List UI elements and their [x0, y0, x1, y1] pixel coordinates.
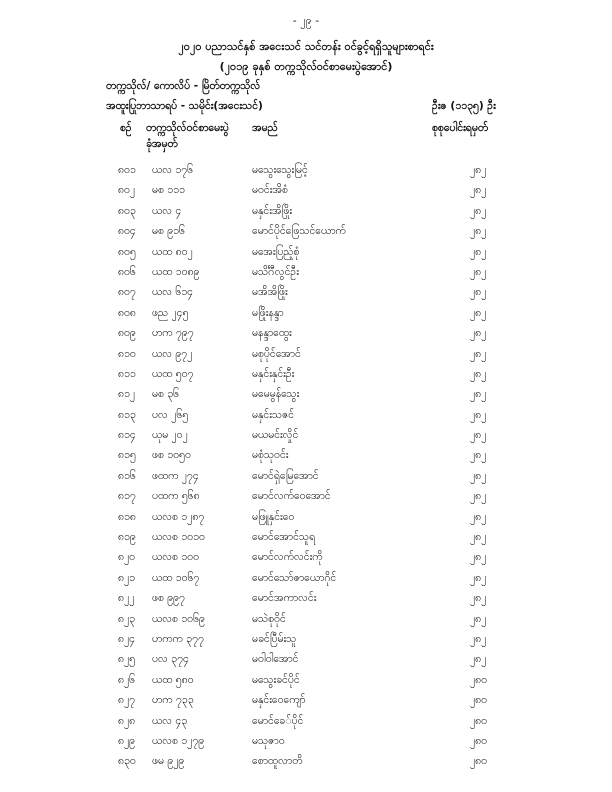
row-number: ၈၂၄ [118, 632, 136, 645]
row-number: ၈၂၀ [118, 551, 136, 564]
table-row [0, 633, 612, 653]
student-name: မခင်ပြီမ်းသူ [252, 632, 297, 645]
roll-number: မစ ၉၁၆ [152, 225, 185, 238]
table-row [0, 735, 612, 755]
student-name: မမေမွန်သွေး [252, 388, 300, 401]
table-row [0, 755, 612, 775]
total-marks: ၂၈၂ [470, 225, 487, 238]
table-row [0, 205, 612, 225]
row-number: ၈၀၉ [118, 327, 136, 340]
roll-number: ဖထက ၂၇၄ [152, 469, 199, 482]
table-row [0, 490, 612, 510]
total-marks: ၂၈၂ [470, 286, 487, 299]
student-name: မနှင်းသဇင် [252, 408, 295, 421]
roll-number: ဖစ ၁၀၅၀ [152, 449, 191, 462]
table-row [0, 572, 612, 592]
roll-number: ဟက ၇၃၃ [152, 694, 194, 707]
row-number: ၈၁၇ [118, 490, 136, 503]
roll-number: ယလ ၆၁၄ [152, 286, 194, 299]
student-name: မဖြူနှင်းဝေ [252, 510, 295, 523]
table-row [0, 449, 612, 469]
table-row [0, 511, 612, 531]
roll-number: ယလစ ၁၀၆၉ [152, 612, 205, 625]
student-name: မောင်ရှဲမြေအောင် [252, 469, 319, 482]
table-row [0, 409, 612, 429]
total-marks: ၂၈၂ [470, 367, 487, 380]
total-marks: ၂၈၂ [470, 653, 487, 666]
roll-number: မစ ၃၆ [152, 388, 180, 401]
student-name: မစုံသုဝင်း [252, 449, 289, 462]
roll-number: ယလစ ၁၀၀ [152, 551, 199, 564]
total-marks: ၂၈၂ [470, 245, 487, 258]
roll-number: ပထက ၅၆၈ [152, 490, 200, 503]
roll-number: ဟက ၇၉၇ [152, 327, 194, 340]
total-marks: ၂၈၂ [470, 592, 487, 605]
row-number: ၈၂၆ [118, 673, 136, 686]
quota-label: ဦးဇ (၁၁၃၅) ဦး [432, 100, 496, 112]
row-number: ၈၁၀ [118, 347, 136, 360]
total-marks: ၂၈၂ [470, 327, 487, 340]
student-name: မဝင်းအိစံ [252, 184, 288, 197]
roll-number: ပလ ၂၆၅ [152, 408, 189, 421]
total-marks: ၂၈၂ [470, 408, 487, 421]
total-marks: ၂၈၂ [470, 551, 487, 564]
column-header-name: အမည် [252, 122, 278, 134]
student-name: မောင်လက်ဝေအောင် [252, 490, 331, 503]
roll-number: ယထ ၈၀၂ [152, 245, 193, 258]
student-name: မနှင်းအိဖြိုး [252, 204, 292, 217]
student-name: မောင်လက်လင်းကို [252, 551, 323, 564]
student-name: မနှင်းနှင်းဦး [252, 367, 295, 380]
student-name: မသဲစုဝိုင် [252, 612, 286, 625]
total-marks: ၂၈၂ [470, 510, 487, 523]
roll-number: ဖစ ၉၉၇ [152, 592, 185, 605]
roll-number: ယလ ၄၃ [152, 714, 188, 727]
row-number: ၈၁၄ [118, 429, 136, 442]
row-number: ၈၁၆ [118, 469, 136, 482]
column-header-roll-sub: ခုံအမှတ် [146, 138, 178, 150]
student-name: မနန္ဒာထွေး [252, 327, 292, 340]
major-subject-label: အထူးပြုဘာသာရပ် - သမိုင်း(အငေးသင်) [106, 100, 263, 112]
total-marks: ၂၈၂ [470, 347, 487, 360]
roll-number: ယလစ ၁၂၈၇ [152, 510, 205, 523]
table-row [0, 388, 612, 408]
table-row [0, 470, 612, 490]
column-header-marks: စုစုပေါင်းရမှတ် [432, 122, 489, 134]
student-name: မအေးပြည့်စုံ [252, 245, 300, 258]
total-marks: ၂၈၂ [470, 184, 487, 197]
total-marks: ၂၈၂ [470, 306, 487, 319]
row-number: ၈၀၅ [118, 245, 136, 258]
roll-number: ပလ ၃၇၄ [152, 653, 189, 666]
page-number: - ၂၉ - [292, 14, 320, 27]
row-number: ၈၂၈ [118, 714, 136, 727]
column-header-no: စဉ် [120, 122, 132, 134]
total-marks: ၂၈၂ [470, 449, 487, 462]
roll-number: ယထ ၅၈၀ [152, 673, 194, 686]
total-marks: ၂၈၂ [470, 469, 487, 482]
student-name: စောထူလာတိ [252, 755, 303, 768]
table-row [0, 613, 612, 633]
roll-number: ယုမ ၂၀၂ [152, 429, 188, 442]
table-row [0, 327, 612, 347]
row-number: ၈၀၈ [118, 306, 136, 319]
student-name: မောင်ပိုင်ဖြေသင်ယောက် [252, 225, 346, 238]
row-number: ၈၂၇ [118, 694, 136, 707]
table-row [0, 694, 612, 714]
table-row [0, 225, 612, 245]
roll-number: ယလ ၁၇၆ [152, 164, 194, 176]
table-row [0, 551, 612, 571]
table-row [0, 348, 612, 368]
student-name: မသွေးခင်ပိုင် [252, 673, 300, 686]
row-number: ၈၀၃ [118, 204, 136, 217]
student-name: မောင်ခေ်ပိုင် [252, 714, 304, 727]
table-row [0, 368, 612, 388]
table-row [0, 592, 612, 612]
roll-number: ဖည ၂၄၅ [152, 306, 189, 319]
table-row [0, 429, 612, 449]
row-number: ၈၂၉ [118, 734, 136, 747]
roll-number: ယထ ၁၀၆၇ [152, 571, 200, 584]
table-row [0, 246, 612, 266]
total-marks: ၂၈၀ [470, 755, 488, 768]
total-marks: ၂၈၂ [470, 164, 487, 176]
table-row [0, 307, 612, 327]
row-number: ၈၀၂ [118, 184, 136, 197]
row-number: ၈၀၇ [118, 286, 136, 299]
row-number: ၈၂၃ [118, 612, 136, 625]
roll-number: ယထ ၅၀၇ [152, 367, 194, 380]
roll-number: ဟကက ၃၇၇ [152, 632, 204, 645]
table-row [0, 715, 612, 735]
roll-number: ယလ ၉၇၂ [152, 347, 193, 360]
row-number: ၈၁၉ [118, 531, 136, 544]
total-marks: ၂၈၀ [470, 673, 488, 686]
document-title: ၂၀၂၀ ပညာသင်နှစ် အငေးသင် သင်တန်း ဝင်ခွင့်ရရှိသူများစာရင်း [178, 40, 434, 53]
total-marks: ၂၈၂ [470, 388, 487, 401]
results-table [0, 164, 612, 776]
roll-number: ယလ ၄ [152, 204, 182, 217]
row-number: ၈၀၄ [118, 225, 136, 238]
student-name: မဖြိုးနန္ဒာ [252, 306, 284, 319]
row-number: ၈၁၁ [118, 367, 136, 380]
column-header-roll: တက္ကသိုလ်ဝင်စာမေးပွဲ [146, 122, 229, 134]
student-name: မစုပိုင်အောင် [252, 347, 301, 360]
total-marks: ၂၈၂ [470, 204, 487, 217]
row-number: ၈၂၅ [118, 653, 136, 666]
table-row [0, 184, 612, 204]
row-number: ၈၁၃ [118, 408, 136, 421]
student-name: မောင်သော်ဇာယောဂိုင် [252, 571, 337, 584]
student-name: မောင်အောင်သူရ [252, 531, 316, 544]
student-name: မသွေးသွေးမြင့် [252, 164, 308, 176]
student-name: မသိင်္ဂီလွင်ဦး [252, 265, 299, 278]
roll-number: ယထ ၁၀၈၉ [152, 265, 200, 278]
table-row [0, 164, 612, 184]
roll-number: မစ ၁၁၁ [152, 184, 185, 197]
total-marks: ၂၈၀ [470, 734, 488, 747]
row-number: ၈၂၁ [118, 571, 136, 584]
row-number: ၈၀၆ [118, 265, 136, 278]
total-marks: ၂၈၂ [470, 490, 487, 503]
row-number: ၈၁၅ [118, 449, 136, 462]
student-name: မဝါဝါအောင် [252, 653, 299, 666]
table-row [0, 266, 612, 286]
university-label: တက္ကသိုလ်/ ကောလိပ် - မြိတ်တက္ကသိုလ် [106, 80, 261, 92]
total-marks: ၂၈၂ [470, 632, 487, 645]
roll-number: ဖမ ၉၂၉ [152, 755, 185, 768]
student-name: မအိအိဖြိုး [252, 286, 288, 299]
total-marks: ၂၈၂ [470, 429, 487, 442]
total-marks: ၂၈၀ [470, 714, 488, 727]
table-row [0, 286, 612, 306]
total-marks: ၂၈၂ [470, 571, 487, 584]
row-number: ၈၁၂ [118, 388, 136, 401]
table-row [0, 531, 612, 551]
total-marks: ၂၈၀ [470, 694, 488, 707]
roll-number: ယလစ ၁၀၁၀ [152, 531, 205, 544]
total-marks: ၂၈၂ [470, 265, 487, 278]
student-name: မနှင်းဝေကျော် [252, 694, 306, 707]
document-subtitle: (၂၀၁၉ ခုနှစ် တက္ကသိုလ်ဝင်စာမေးပွဲအောင်) [219, 60, 393, 73]
student-name: မသုဇာဝ [252, 734, 285, 747]
table-row [0, 674, 612, 694]
row-number: ၈၃၀ [118, 755, 136, 768]
total-marks: ၂၈၂ [470, 531, 487, 544]
student-name: မယမင်းလှိုင် [252, 429, 299, 442]
student-name: မောင်အကာလင်း [252, 592, 317, 605]
row-number: ၈၂၂ [118, 592, 135, 605]
total-marks: ၂၈၂ [470, 612, 487, 625]
row-number: ၈၀၁ [118, 164, 136, 176]
roll-number: ယလစ ၁၂၇၉ [152, 734, 205, 747]
table-row [0, 653, 612, 673]
row-number: ၈၁၈ [118, 510, 136, 523]
